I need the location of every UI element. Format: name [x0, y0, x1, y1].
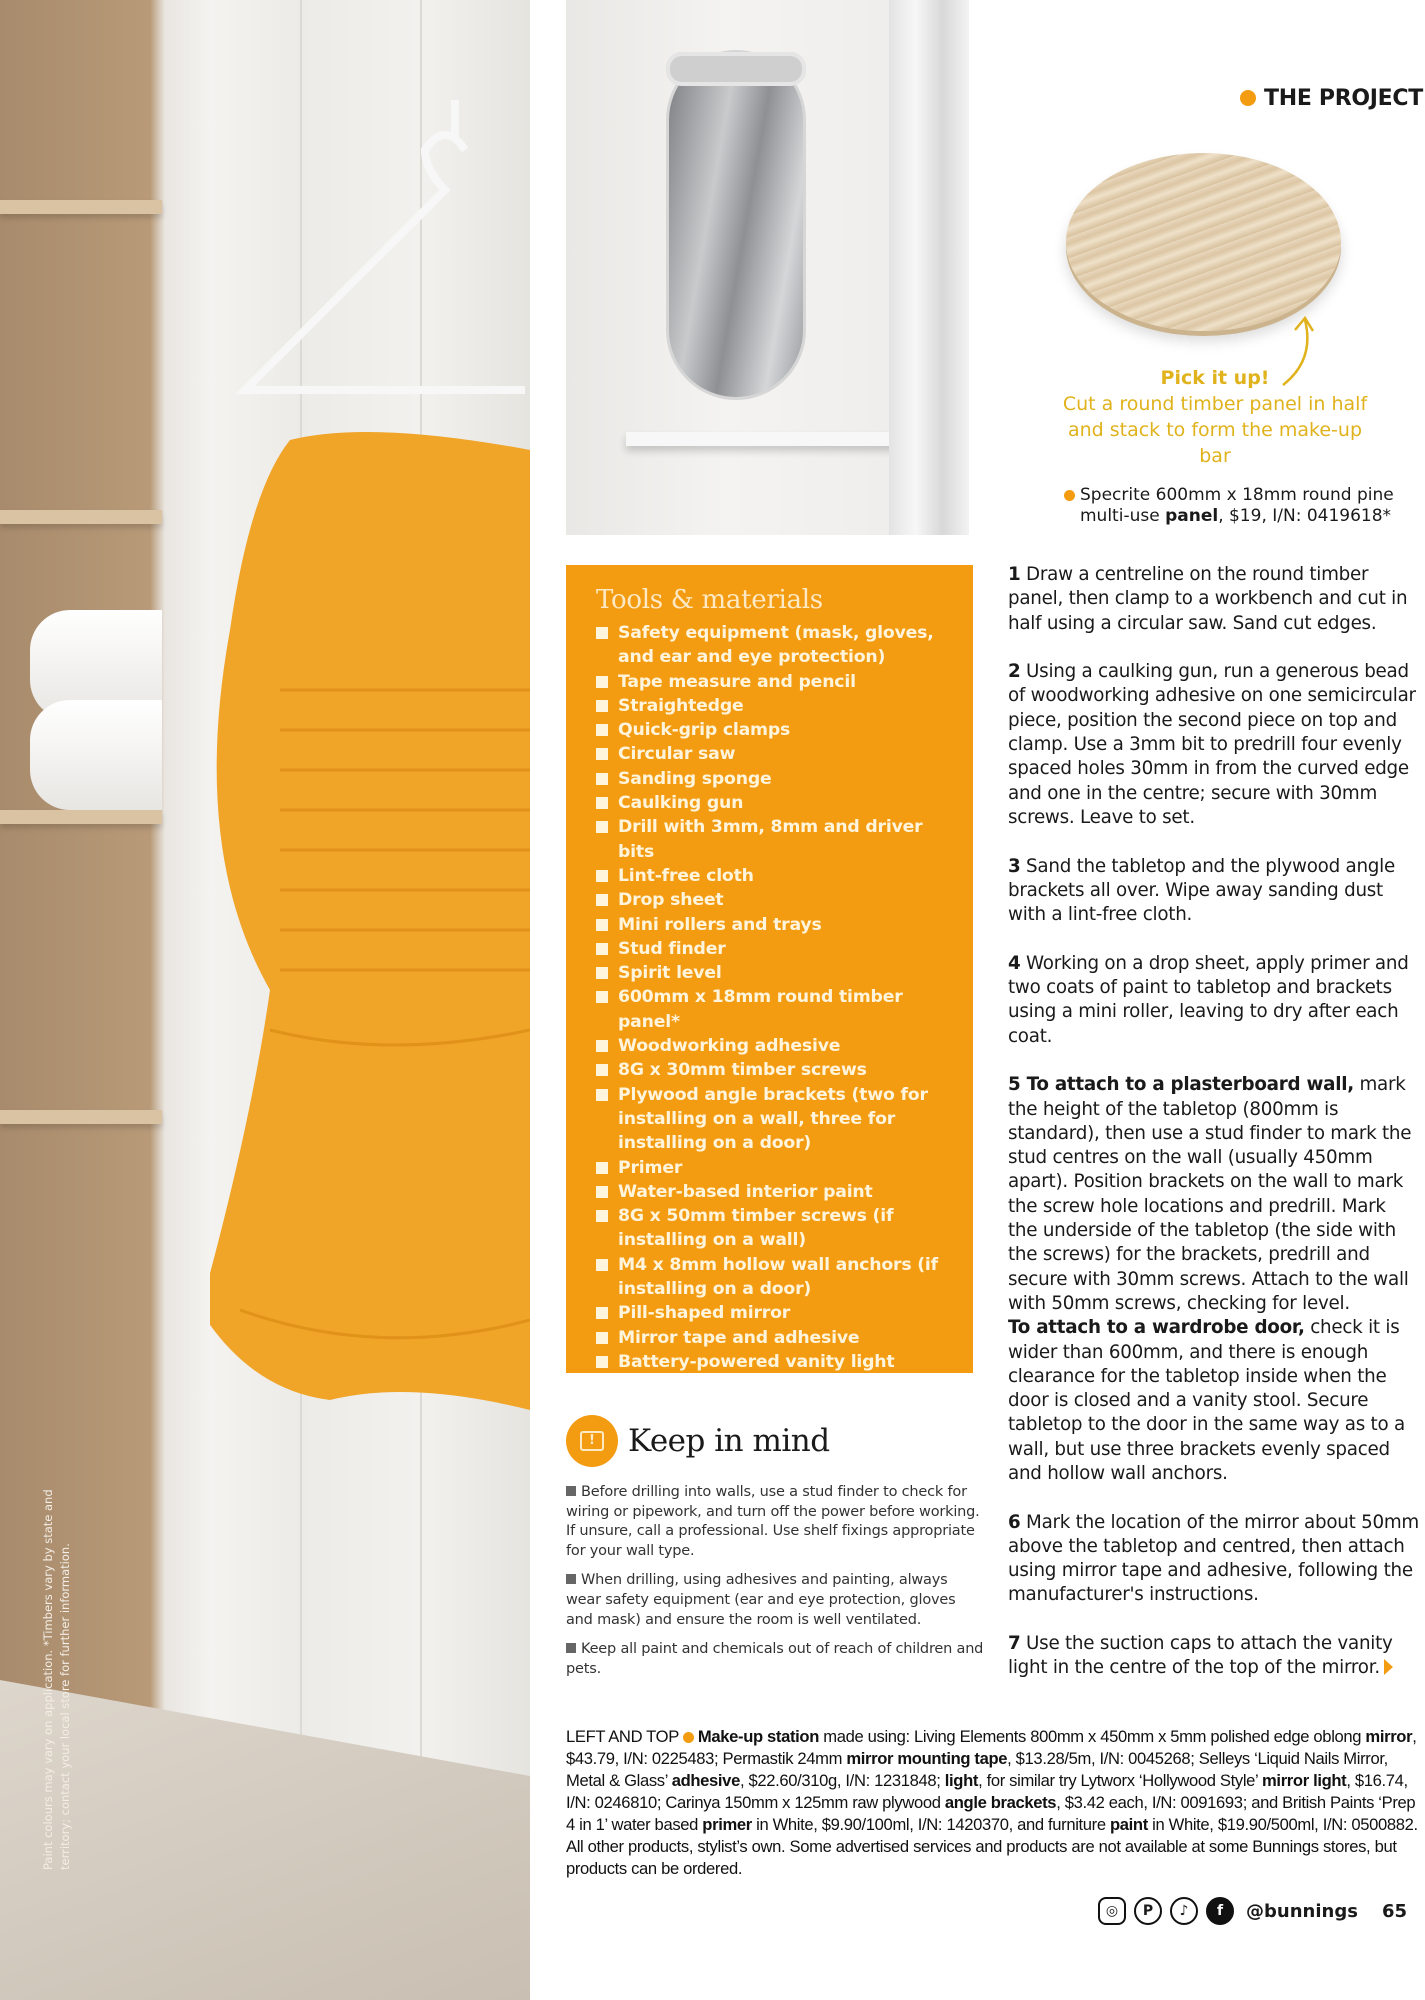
caption-text: , $16.74, I/N: 0246810; Carinya 150mm x 125mm raw plywood	[566, 1771, 1408, 1812]
caption-text: LEFT AND TOP	[566, 1727, 679, 1746]
step	[1008, 1632, 1420, 1681]
caption-text: made using: Living Elements 800mm x 450mm x 5mm polished edge oblong	[818, 1727, 1366, 1746]
tools-list	[596, 621, 947, 1374]
callout-text: Cut a round timber panel in half and stack to form the make-up bar	[1062, 393, 1368, 467]
vanity-light	[666, 52, 806, 86]
text-span: THE PROJECT	[1264, 86, 1423, 111]
text-span: To attach to a plasterboard wall,	[1020, 1074, 1354, 1096]
step	[1008, 1511, 1420, 1608]
tip-item: Keep all paint and chemicals out of reach of children and pets.	[566, 1640, 986, 1679]
text-span: 2	[1008, 661, 1021, 683]
caption-text: , $43.79, I/N: 0225483; Permastik 24mm	[566, 1727, 1417, 1768]
tool-item: Drop sheet	[596, 888, 947, 912]
instruction-steps	[1008, 563, 1420, 1705]
caption-bold: adhesive	[671, 1771, 740, 1790]
text-span: 7	[1008, 1633, 1021, 1655]
text-span: check it is wider than 600mm, and there is enough clearance for the tabletop inside when the door is closed and a vanity stool. Secure tabletop to the door in the same way as to a wall, but use three brackets evenly spaced and hollow wall anchors.	[1008, 1317, 1405, 1484]
disclaimer-text: Paint colours may vary on application. *Timbers vary by state and territory; contact your local store for further information.	[41, 1489, 72, 1870]
tool-item: Battery-powered vanity light	[596, 1350, 947, 1374]
hanger-icon	[225, 90, 530, 420]
page-footer	[1098, 1897, 1407, 1925]
shelf	[0, 200, 162, 214]
tool-item: Primer	[596, 1156, 947, 1180]
curtain	[889, 0, 969, 535]
shelf	[0, 1110, 162, 1124]
text-span: mark the height of the tabletop (800mm is standard), then use a stud finder to mark the stud centres on the wall (usually 450mm apart). Position brackets on the wall to mark the screw hole locations and predrill. Mark the underside of the tabletop (the side with the screws) for the brackets, predrill and secure with 30mm screws. Attach to the wall with 50mm screws, checking for level.	[1008, 1074, 1412, 1314]
tool-item: Mini rollers and trays	[596, 913, 947, 937]
text-span: 5	[1008, 1074, 1021, 1096]
note-alert-icon: !	[566, 1415, 618, 1467]
text-span: Using a caulking gun, run a generous bead of woodworking adhesive on one semicircular piece, position the second piece on top and clamp. Use a 3mm bit to predrill four evenly spaced holes 30mm in from the curved edge and one in the centre; secure with 30mm screws. Leave to set.	[1008, 661, 1416, 828]
text-span: Working on a drop sheet, apply primer and two coats of paint to tabletop and brackets using a mini roller, leaving to dry after each coat.	[1008, 952, 1409, 1047]
product-credits-caption	[566, 1726, 1418, 1880]
tool-item: Sanding sponge	[596, 767, 947, 791]
shelf	[0, 810, 162, 824]
text-span: Sand the tabletop and the plywood angle brackets all over. Wipe away sanding dust with a lint-free cloth.	[1008, 855, 1395, 926]
makeup-bar-shelf	[626, 432, 896, 446]
callout-title: Pick it up!	[1160, 367, 1270, 389]
step-continued	[1008, 1316, 1420, 1486]
tool-item: Woodworking adhesive	[596, 1034, 947, 1058]
tool-item: Safety equipment (mask, gloves, and ear and eye protection)	[596, 621, 947, 670]
social-handle[interactable]: @bunnings	[1246, 1900, 1358, 1922]
text-span: Specrite 600mm x 18mm round pine multi-use	[1080, 485, 1394, 526]
shelf	[0, 510, 162, 524]
text-span: Draw a centreline on the round timber panel, then clamp to a workbench and cut in half using a circular saw. Sand cut edges.	[1008, 564, 1408, 634]
text-span: , $19, I/N: 0419618*	[1218, 506, 1392, 526]
tiktok-icon[interactable]: ♪	[1170, 1897, 1198, 1925]
tool-item: Circular saw	[596, 742, 947, 766]
tip-item: Before drilling into walls, use a stud finder to check for wiring or pipework, and turn off the power before working. If unsure, call a professional. Use shelf fixings appropriate for your wall type.	[566, 1483, 986, 1561]
text-span: 3	[1008, 855, 1021, 877]
caption-bold: paint	[1110, 1815, 1148, 1834]
towel	[30, 700, 162, 810]
pill-mirror	[666, 50, 806, 400]
tool-item: 600mm x 18mm round timber panel*	[596, 985, 947, 1034]
orange-dress	[210, 430, 530, 1430]
callout	[1060, 365, 1370, 469]
step	[1008, 952, 1420, 1049]
tools-materials-box	[566, 565, 973, 1373]
tool-item: Stud finder	[596, 937, 947, 961]
step	[1008, 855, 1420, 928]
caption-bold: light	[944, 1771, 979, 1790]
caption-bold: angle brackets	[944, 1793, 1057, 1812]
facebook-icon[interactable]: f	[1206, 1897, 1234, 1925]
caption-text: , for similar try Lytworx ‘Hollywood Style’	[978, 1771, 1263, 1790]
tools-title: Tools & materials	[596, 585, 823, 615]
keep-in-mind-title: Keep in mind	[628, 1423, 830, 1459]
makeup-station-photo	[566, 0, 969, 535]
pinterest-icon[interactable]: P	[1134, 1897, 1162, 1925]
step	[1008, 1073, 1420, 1316]
text-span: Use the suction caps to attach the vanity light in the centre of the top of the mirror.	[1008, 1633, 1393, 1679]
caption-text: in White, $19.90/500ml, I/N: 0500882. All other products, stylist’s own. Some advertised services and products are not available at some Bunnings stores, but products can be ordered.	[566, 1815, 1418, 1878]
tool-item: 8G x 30mm timber screws	[596, 1058, 947, 1082]
wardrobe-photo	[0, 0, 530, 2000]
instagram-icon[interactable]: ◎	[1098, 1897, 1126, 1925]
product-info	[1060, 485, 1420, 527]
tool-item: Tape measure and pencil	[596, 670, 947, 694]
caption-bold: primer	[702, 1815, 752, 1834]
caption-text: in White, $9.90/100ml, I/N: 1420370, and furniture	[751, 1815, 1110, 1834]
tool-item: Drill with 3mm, 8mm and driver bits	[596, 815, 947, 864]
tool-item: Lint-free cloth	[596, 864, 947, 888]
round-timber-panel-image	[1066, 153, 1341, 331]
tip-item: When drilling, using adhesives and painting, always wear safety equipment (ear and eye protection, gloves and mask) and ensure the room is well ventilated.	[566, 1571, 986, 1630]
continue-arrow-icon	[1384, 1659, 1393, 1675]
orange-dot-icon	[1064, 490, 1075, 501]
orange-dot-icon	[683, 1732, 694, 1743]
step	[1008, 563, 1420, 636]
tool-item: Straightedge	[596, 694, 947, 718]
text-span: 1	[1008, 564, 1021, 585]
text-span: 4	[1008, 952, 1021, 974]
page-number: 65	[1381, 1900, 1407, 1922]
text-span: 6	[1008, 1511, 1021, 1533]
orange-dot-icon	[1240, 90, 1256, 106]
caption-bold: Make-up station	[697, 1727, 819, 1746]
tool-item: 8G x 50mm timber screws (if installing on a wall)	[596, 1204, 947, 1253]
tool-item: Caulking gun	[596, 791, 947, 815]
text-span: Mark the location of the mirror about 50mm above the tabletop and centred, then attach using mirror tape and adhesive, following the manufacturer's instructions.	[1008, 1511, 1419, 1606]
tool-item: Pill-shaped mirror	[596, 1301, 947, 1325]
tool-item: Water-based interior paint	[596, 1180, 947, 1204]
tool-item: Quick-grip clamps	[596, 718, 947, 742]
caption-text: , $22.60/310g, I/N: 1231848;	[739, 1771, 945, 1790]
keep-in-mind-section	[566, 1415, 986, 1689]
text-span: panel	[1165, 506, 1219, 526]
caption-bold: mirror light	[1262, 1771, 1347, 1790]
wood-floor	[0, 1680, 530, 2000]
caption-bold: mirror	[1365, 1727, 1413, 1746]
tool-item: Mirror tape and adhesive	[596, 1326, 947, 1350]
text-span: To attach to a wardrobe door,	[1008, 1317, 1305, 1339]
caption-bold: mirror mounting tape	[846, 1749, 1008, 1768]
section-label	[1240, 86, 1423, 111]
tool-item: Plywood angle brackets (two for installing on a wall, three for installing on a door)	[596, 1083, 947, 1156]
tool-item: Spirit level	[596, 961, 947, 985]
tool-item: M4 x 8mm hollow wall anchors (if installing on a door)	[596, 1253, 947, 1302]
caption-text: , $3.42 each, I/N: 0091693; and British Paints ‘Prep 4 in 1’ water based	[566, 1793, 1416, 1834]
caption-text: , $13.28/5m, I/N: 0045268; Selleys ‘Liquid Nails Mirror, Metal & Glass’	[566, 1749, 1388, 1790]
step	[1008, 660, 1420, 830]
